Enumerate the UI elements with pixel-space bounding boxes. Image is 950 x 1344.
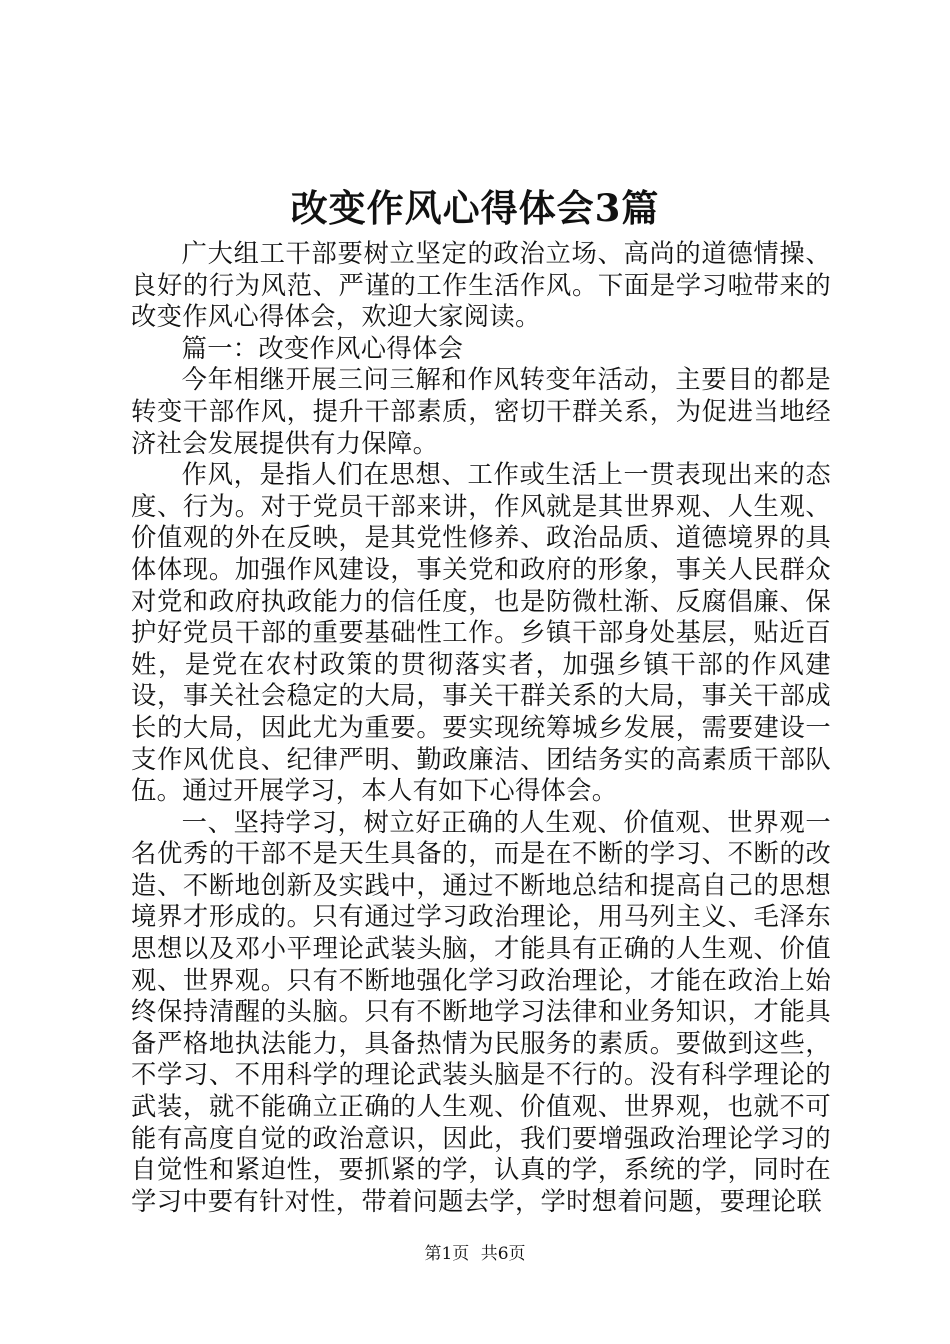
body-paragraph: 今年相继开展三问三解和作风转变年活动，主要目的都是转变干部作风，提升干部素质，密切干群关系，为促进当地经济社会发展提供有力保障。: [131, 365, 831, 458]
page-number-current: 第1页: [424, 1244, 470, 1264]
body-paragraph: 作风，是指人们在思想、工作或生活上一贯表现出来的态度、行为。对于党员干部来讲，作风就是其世界观、人生观、价值观的外在反映，是其党性修养、政治品质、道德境界的具体体现。加强作风建设，事关党和政府的形象，事关人民群众对党和政府执政能力的信任度，也是防微杜渐、反腐倡廉、保护好党员干部的重要基础性工作。乡镇干部身处基层，贴近百姓，是党在农村政策的贯彻落实者，加强乡镇干部的作风建设，事关社会稳定的大局，事关干群关系的大局，事关干部成长的大局，因此尤为重要。要实现统筹城乡发展，需要建设一支作风优良、纪律严明、勤政廉洁、团结务实的高素质干部队伍。通过开展学习，本人有如下心得体会。: [131, 460, 831, 806]
page-footer: [0, 1242, 950, 1266]
page-number-total: 共6页: [480, 1244, 526, 1264]
intro-paragraph: 广大组工干部要树立坚定的政治立场、高尚的道德情操、良好的行为风范、严谨的工作生活作风。下面是学习啦带来的改变作风心得体会，欢迎大家阅读。: [131, 239, 831, 332]
document-body: [131, 238, 831, 1217]
section-heading: 篇一：改变作风心得体会: [181, 333, 464, 363]
body-paragraph: 一、坚持学习，树立好正确的人生观、价值观、世界观一名优秀的干部不是天生具备的，而是在不断的学习、不断的改造、不断地创新及实践中，通过不断地总结和提高自己的思想境界才形成的。只有通过学习政治理论，用马列主义、毛泽东思想以及邓小平理论武装头脑，才能具有正确的人生观、价值观、世界观。只有不断地强化学习政治理论，才能在政治上始终保持清醒的头脑。只有不断地学习法律和业务知识，才能具备严格地执法能力，具备热情为民服务的素质。要做到这些，不学习、不用科学的理论武装头脑是不行的。没有科学理论的武装，就不能确立正确的人生观、价值观、世界观，也就不可能有高度自觉的政治意识，因此，我们要增强政治理论学习的自觉性和紧迫性，要抓紧的学，认真的学，系统的学，同时在学习中要有针对性，带着问题去学，学时想着问题，要理论联: [131, 807, 831, 1216]
document-title: 改变作风心得体会3篇: [290, 186, 660, 230]
